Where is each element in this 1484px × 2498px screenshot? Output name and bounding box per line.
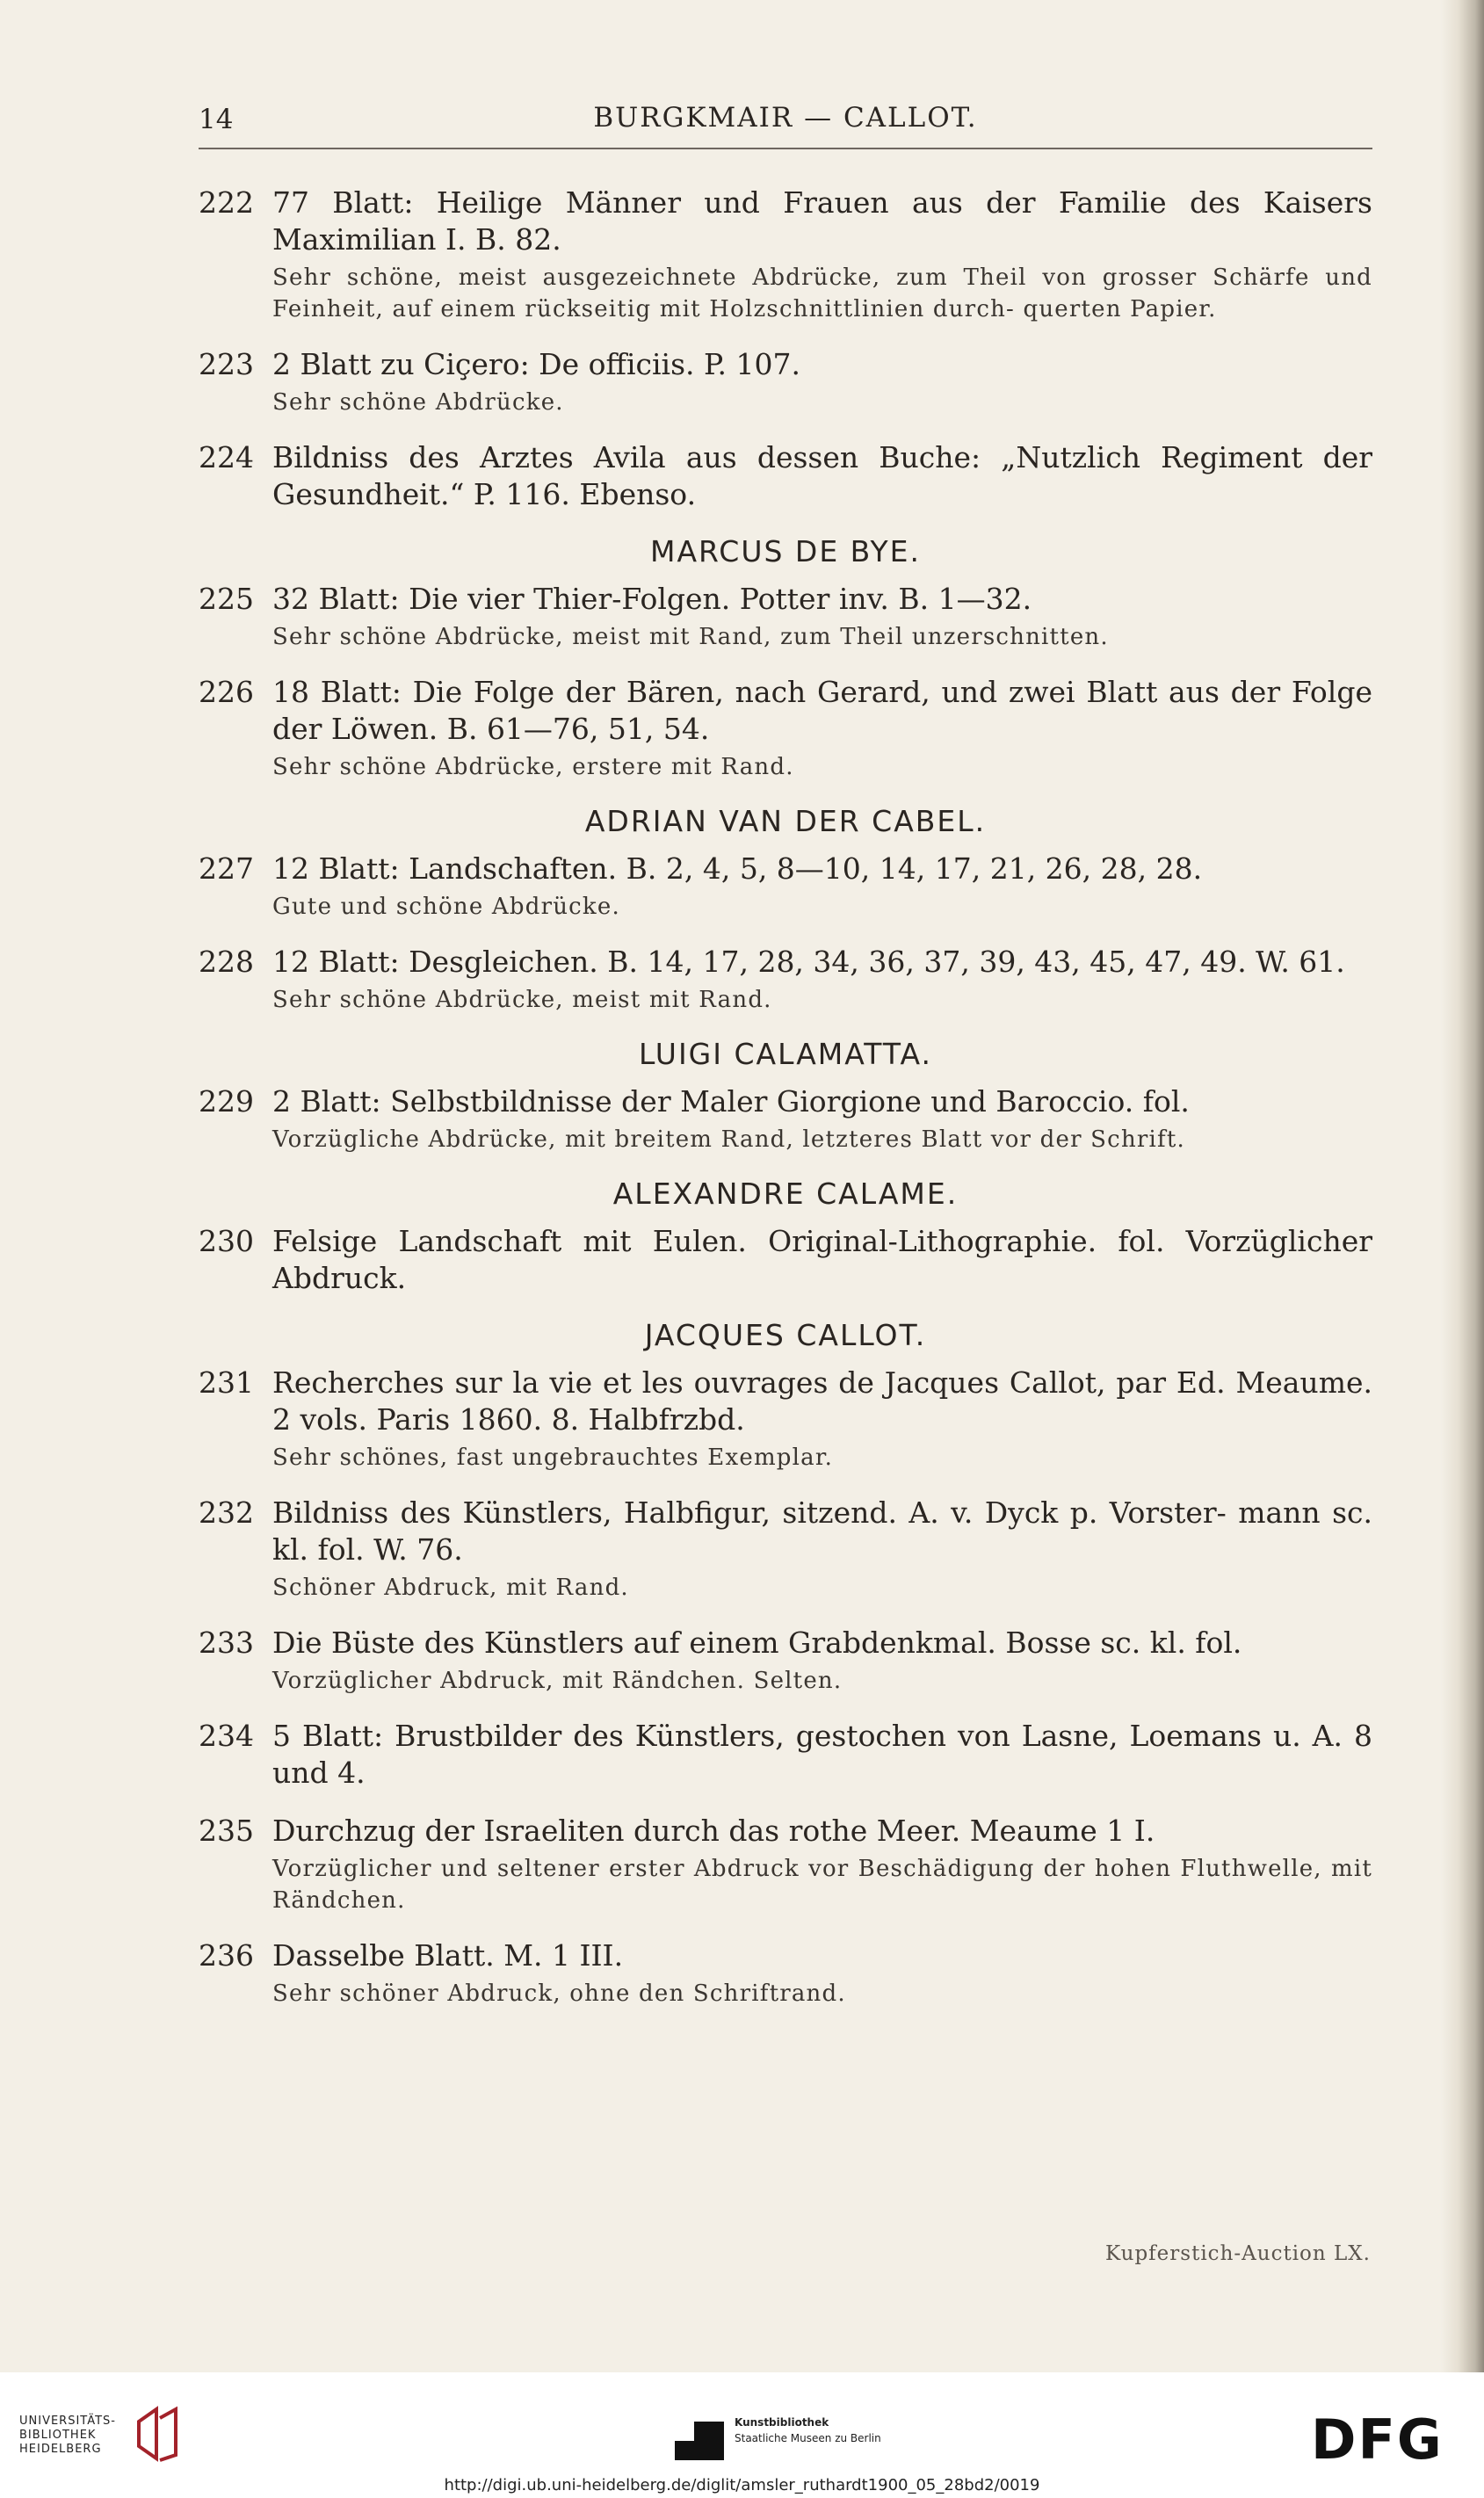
kunstbibliothek-logo-icon — [675, 2418, 724, 2465]
entry-text: 32 Blatt: Die vier Thier-Folgen. Potter inv. B. 1—32. — [272, 582, 1032, 616]
catalog-entry — [199, 1223, 1372, 1297]
entry-number: 235 — [199, 1814, 254, 1848]
catalog-entry — [199, 581, 1372, 653]
entry-body — [272, 944, 1372, 1016]
permalink-url[interactable]: http://digi.ub.uni-heidelberg.de/diglit/amsler_ruthardt1900_05_28bd2/0019 — [444, 2476, 1040, 2494]
catalog-entry — [199, 1937, 1372, 2009]
entry-number: 233 — [199, 1626, 254, 1660]
entry-body — [272, 1365, 1372, 1473]
section-heading-bye: MARCUS DE BYE. — [649, 534, 922, 568]
entry-body — [272, 1223, 1372, 1297]
entry-note: Schöner Abdruck, mit Rand. — [272, 1575, 629, 1601]
entry-note: Sehr schöner Abdruck, ohne den Schriftrand. — [272, 1980, 846, 2007]
entry-number: 232 — [199, 1495, 254, 1530]
entry-text: 12 Blatt: Desgleichen. B. 14, 17, 28, 34, 36, 37, 39, 43, 45, 47, 49. W. 61. — [272, 945, 1345, 979]
entry-note: Vorzügliche Abdrücke, mit breitem Rand, letzteres Blatt vor der Schrift. — [272, 1126, 1185, 1153]
uni-line: BIBLIOTHEK — [19, 2429, 97, 2442]
entry-number: 223 — [199, 347, 254, 381]
section-heading-cabel: ADRIAN VAN DER CABEL. — [584, 804, 987, 838]
entry-number: 231 — [199, 1365, 254, 1400]
footer-note: Kupferstich-Auction LX. — [1104, 2242, 1371, 2265]
entry-note: Sehr schönes, fast ungebrauchtes Exemplar. — [272, 1444, 834, 1471]
entry-text: 18 Blatt: Die Folge der Bären, nach Gerard, und zwei Blatt aus der Folge der Löwen. B. 61—76, 51, 54. — [272, 675, 1372, 746]
entry-number: 229 — [199, 1084, 254, 1119]
university-library-text — [19, 2415, 116, 2457]
entry-note: Gute und schöne Abdrücke. — [272, 894, 620, 920]
entry-text: 2 Blatt: Selbstbildnisse der Maler Giorgione und Baroccio. fol. — [272, 1084, 1190, 1119]
entry-text: 2 Blatt zu Ciçero: De officiis. P. 107. — [272, 347, 800, 381]
entry-body — [272, 1625, 1372, 1697]
catalog-entry — [199, 1365, 1372, 1473]
entry-body — [272, 674, 1372, 783]
uni-line: HEIDELBERG — [19, 2443, 102, 2456]
entry-note: Sehr schöne Abdrücke. — [272, 389, 564, 416]
section-heading-callot: JACQUES CALLOT. — [644, 1318, 927, 1352]
dfg-logo: DFG — [1311, 2407, 1444, 2472]
entry-number: 236 — [199, 1938, 254, 1973]
entry-group-cabel — [199, 851, 1372, 1016]
entry-group-bye — [199, 581, 1372, 783]
entry-note: Sehr schöne, meist ausgezeichnete Abdrücke, zum Theil von grosser Schärfe und Feinheit, auf einem rückseitig mit Holzschnittlinien durch- querten Papier. — [272, 264, 1372, 322]
kb-title: Kunstbibliothek — [735, 2416, 829, 2429]
entry-text: Durchzug der Israeliten durch das rothe Meer. Meaume 1 I. — [272, 1814, 1155, 1848]
entry-text: Dasselbe Blatt. M. 1 III. — [272, 1938, 624, 1973]
entry-number: 224 — [199, 440, 254, 474]
entry-body — [272, 851, 1372, 923]
entry-group-burgkmair — [199, 185, 1372, 513]
entry-number: 227 — [199, 851, 254, 886]
running-head: BURGKMAIR — CALLOT. — [593, 102, 978, 134]
entry-text: 12 Blatt: Landschaften. B. 2, 4, 5, 8—10, 14, 17, 21, 26, 28, 28. — [272, 851, 1203, 886]
section-heading-calamatta: LUIGI CALAMATTA. — [639, 1037, 932, 1071]
entry-text: Felsige Landschaft mit Eulen. Original-Lithographie. fol. Vorzüglicher Abdruck. — [272, 1224, 1372, 1295]
entry-number: 230 — [199, 1224, 254, 1258]
entry-text: 5 Blatt: Brustbilder des Künstlers, gestochen von Lasne, Loemans u. A. 8 und 4. — [272, 1719, 1372, 1790]
entry-body — [272, 581, 1372, 653]
entry-body — [272, 346, 1372, 418]
uni-line: UNIVERSITÄTS- — [19, 2415, 116, 2428]
catalog-entry — [199, 185, 1372, 325]
entry-number: 226 — [199, 675, 254, 709]
entry-group-callot — [199, 1365, 1372, 2009]
section-heading-calame: ALEXANDRE CALAME. — [612, 1177, 959, 1211]
entry-note: Sehr schöne Abdrücke, meist mit Rand. — [272, 987, 772, 1013]
entry-number: 228 — [199, 945, 254, 979]
catalog-entry — [199, 1083, 1372, 1155]
entry-number: 234 — [199, 1719, 254, 1753]
university-logo-icon — [134, 2406, 181, 2462]
entry-group-calame — [199, 1223, 1372, 1297]
entry-note: Sehr schöne Abdrücke, erstere mit Rand. — [272, 754, 794, 780]
entry-text: 77 Blatt: Heilige Männer und Frauen aus der Familie des Kaisers Maximilian I. B. 82. — [272, 185, 1372, 257]
entry-group-calamatta — [199, 1083, 1372, 1155]
entry-text: Recherches sur la vie et les ouvrages de Jacques Callot, par Ed. Meaume. 2 vols. Paris 1860. 8. Halbfrzbd. — [272, 1365, 1372, 1437]
entry-body — [272, 439, 1372, 513]
entry-text: Bildniss des Künstlers, Halbfigur, sitzend. A. v. Dyck p. Vorster- mann sc. kl. fol. W. 76. — [272, 1495, 1372, 1567]
catalog-entry — [199, 944, 1372, 1016]
bottom-bar — [0, 2372, 1484, 2498]
catalog-entry — [199, 1718, 1372, 1792]
catalog-entry — [199, 1625, 1372, 1697]
entry-text: Bildniss des Arztes Avila aus dessen Buche: „Nutzlich Regiment der Gesundheit.“ P. 116. Ebenso. — [272, 440, 1372, 511]
entry-body — [272, 185, 1372, 325]
entry-body — [272, 1937, 1372, 2009]
kunstbibliothek-text — [735, 2415, 881, 2446]
entry-body — [272, 1718, 1372, 1792]
catalog-entry — [199, 1495, 1372, 1604]
catalog-entry — [199, 851, 1372, 923]
entry-note: Vorzüglicher und seltener erster Abdruck vor Beschädigung der hohen Fluthwelle, mit Rändchen. — [272, 1856, 1372, 1914]
entry-note: Sehr schöne Abdrücke, meist mit Rand, zum Theil unzerschnitten. — [272, 624, 1109, 650]
page-header — [199, 97, 1372, 149]
kb-subtitle: Staatliche Museen zu Berlin — [735, 2432, 881, 2444]
entry-number: 222 — [199, 185, 254, 220]
catalog-entry — [199, 674, 1372, 783]
page-edge-shadow — [1441, 0, 1484, 2372]
catalog-entry — [199, 1813, 1372, 1916]
entry-note: Vorzüglicher Abdruck, mit Rändchen. Selten. — [272, 1668, 843, 1694]
entry-number: 225 — [199, 582, 254, 616]
catalog-entry — [199, 346, 1372, 418]
catalog-entry — [199, 439, 1372, 513]
catalog-content — [199, 185, 1372, 2031]
entry-body — [272, 1083, 1372, 1155]
entry-body — [272, 1495, 1372, 1604]
entry-text: Die Büste des Künstlers auf einem Grabdenkmal. Bosse sc. kl. fol. — [272, 1626, 1242, 1660]
entry-body — [272, 1813, 1372, 1916]
page-number: 14 — [199, 104, 234, 135]
